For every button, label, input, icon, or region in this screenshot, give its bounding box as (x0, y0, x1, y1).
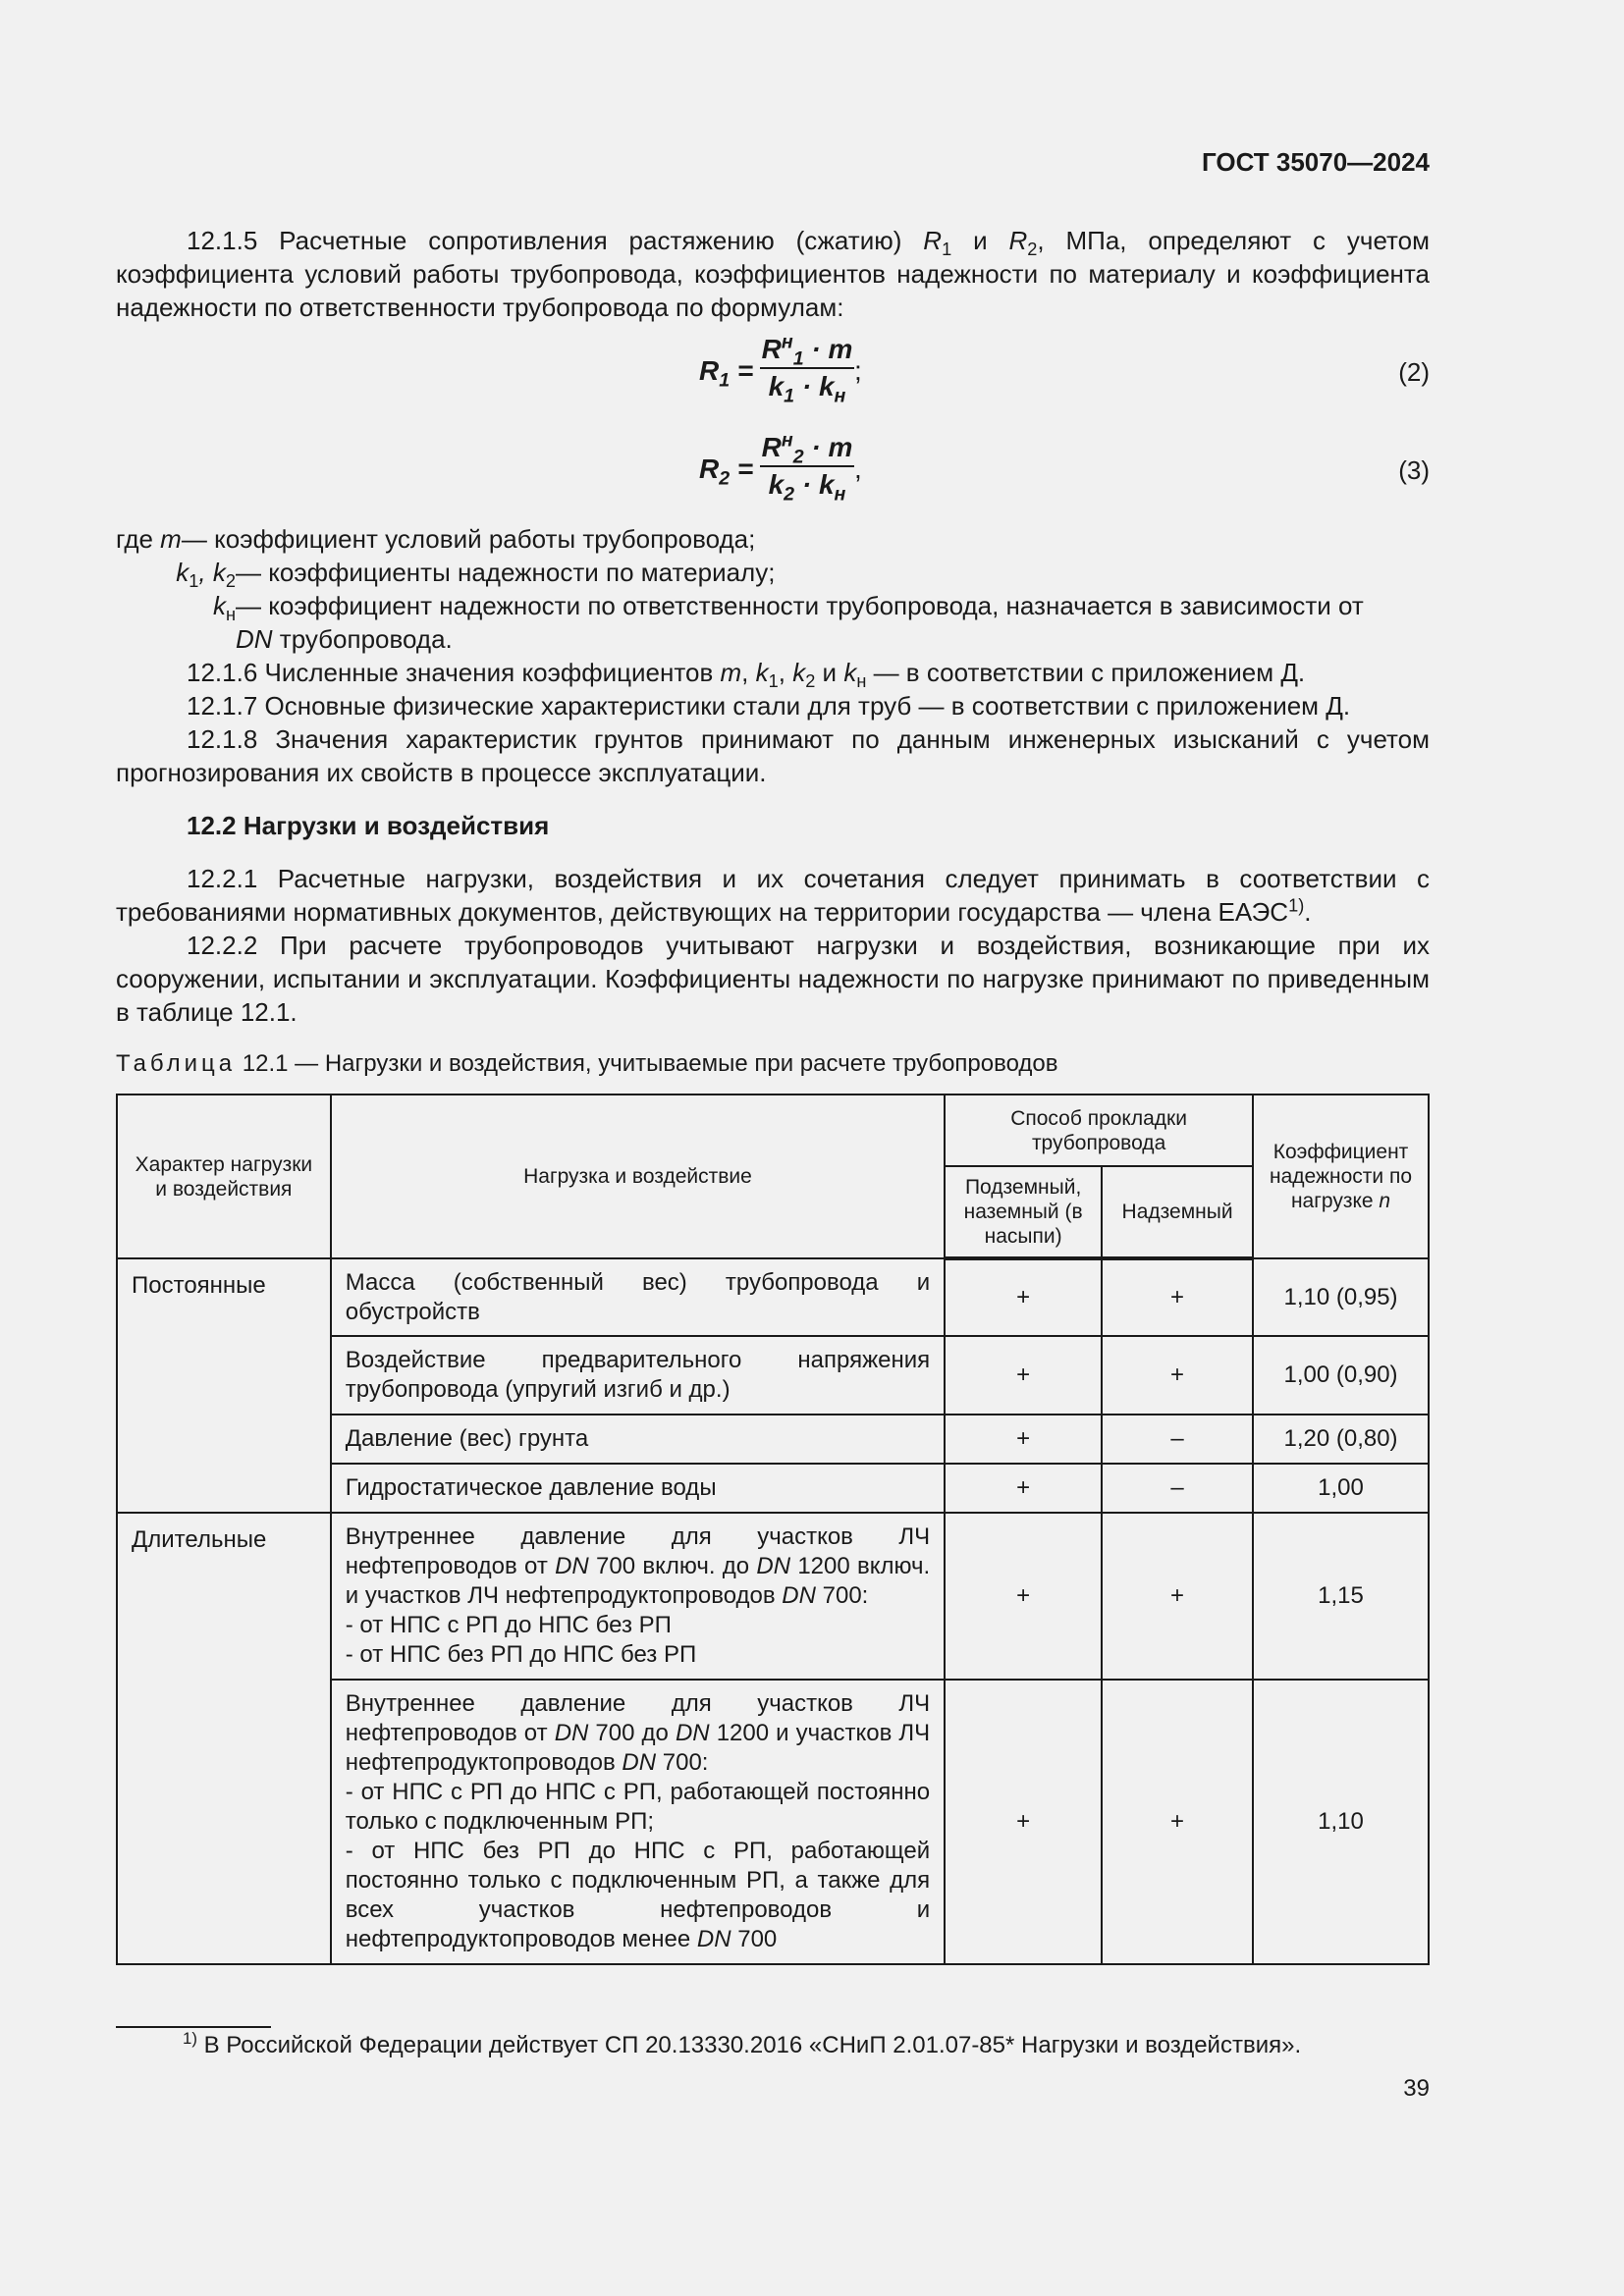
equation-number-3: (3) (1398, 455, 1430, 485)
table-row: Внутреннее давление для участков ЛЧ нефтепроводов от DN 700 до DN 1200 и участков ЛЧ нефтепродуктопроводов DN 700: - от НПС с РП до НПС с РП, работающей постоянно только с подключенным РП; - от НПС без РП до НПС с РП, работающей постоянно только с подключенным РП, а также для всех участков нефтепроводов и нефтепродуктопроводов менее DN 700 + + 1,10 (117, 1680, 1429, 1964)
where-kn: $k_н$ — коэффициент надежности по ответственности трубопровода, назначается в зависимости от DN трубопровода. (212, 591, 1364, 654)
category-cell: Длительные (117, 1513, 331, 1964)
category-cell: Постоянные (117, 1258, 331, 1513)
table-row: Постоянные Масса (собственный вес) трубопровода и обустройств + + 1,10 (0,95) (117, 1258, 1429, 1336)
table-row: Гидростатическое давление воды + – 1,00 (117, 1464, 1429, 1513)
header-load: Нагрузка и воздействие (331, 1095, 945, 1258)
paragraph-12-1-8: 12.1.8 Значения характеристик грунтов принимают по данным инженерных изысканий с учетом прогнозирования их свойств в процессе эксплуатации. (116, 724, 1430, 787)
header-nature: Характер нагрузки и воздействия (117, 1095, 331, 1258)
header-underground: Подземный, наземный (в насыпи) (945, 1166, 1102, 1258)
footnote-rule (116, 2026, 271, 2028)
header-above: Надземный (1102, 1166, 1253, 1258)
header-coef: Коэффициент надежности по нагрузке n (1253, 1095, 1429, 1258)
paragraph-12-2-2: 12.2.2 При расчете трубопроводов учитывают нагрузки и воздействия, возникающие при их сооружении, испытании и эксплуатации. Коэффициенты надежности по нагрузке принимают по приведенным в таблице 12.1. (116, 931, 1430, 1027)
header-method: Способ прокладки трубопровода (945, 1095, 1253, 1166)
equation-number-2: (2) (1398, 357, 1430, 387)
paragraph-12-1-7: 12.1.7 Основные физические характеристики стали для труб — в соответствии с приложением Д. (187, 691, 1351, 721)
paragraph-12-2-1: 12.2.1 Расчетные нагрузки, воздействия и их сочетания следует принимать в соответствии с требованиями нормативных документов, действующих на территории государства — члена ЕАЭС$^{1)}$. (116, 864, 1430, 927)
loads-table (116, 1094, 1430, 1965)
formula-2: $R_1$ = $R^н_1 \cdot m$ $k_1 \cdot k_н$ ; (2) (699, 331, 1430, 407)
paragraph-12-1-6: 12.1.6 Численные значения коэффициентов m, $k_1$, $k_2$ и $k_н$ — в соответствии с приложением Д. (187, 658, 1306, 692)
where-k1-k2: $k_1$, $k_2$ — коэффициенты надежности по материалу; (176, 558, 776, 592)
where-m: где m — коэффициент условий работы трубопровода; (116, 524, 756, 554)
formula-3: $R_2$ = $R^н_2 \cdot m$ $k_2 \cdot k_н$ , (3) (699, 429, 1430, 506)
section-title-12-2: 12.2 Нагрузки и воздействия (187, 811, 550, 840)
fraction: $R^н_1 \cdot m$ $k_1 \cdot k_н$ (761, 331, 853, 407)
fraction: $R^н_2 \cdot m$ $k_2 \cdot k_н$ (761, 429, 853, 506)
page-number: 39 (1403, 2075, 1430, 2102)
explanations-block (116, 522, 1430, 1029)
paragraph-12-1-5: 12.1.5 Расчетные сопротивления растяжению (сжатию) $R_1$ и $R_2$, МПа, определяют с учетом коэффициента условий работы трубопровода, коэффициентов надежности по материалу и коэффициента надежности по ответственности трубопровода по формулам: (116, 226, 1430, 322)
footnote: $^{1)}$ В Российской Федерации действует СП 20.13330.2016 «СНиП 2.01.07-85* Нагрузки и воздействия». (183, 2029, 1302, 2058)
table-caption: Таблица 12.1 — Нагрузки и воздействия, учитываемые при расчете трубопроводов (116, 1050, 1058, 1077)
document-code: ГОСТ 35070—2024 (1202, 147, 1430, 177)
table-row: Длительные Внутреннее давление для участков ЛЧ нефтепроводов от DN 700 включ. до DN 1200 включ. и участков ЛЧ нефтепродуктопроводов DN 700: - от НПС с РП до НПС без РП - от НПС без РП до НПС без РП + + 1,15 (117, 1513, 1429, 1680)
table-row: Воздействие предварительного напряжения трубопровода (упругий изгиб и др.) + + 1,00 (0,90) (117, 1336, 1429, 1415)
table-row: Давление (вес) грунта + – 1,20 (0,80) (117, 1415, 1429, 1464)
